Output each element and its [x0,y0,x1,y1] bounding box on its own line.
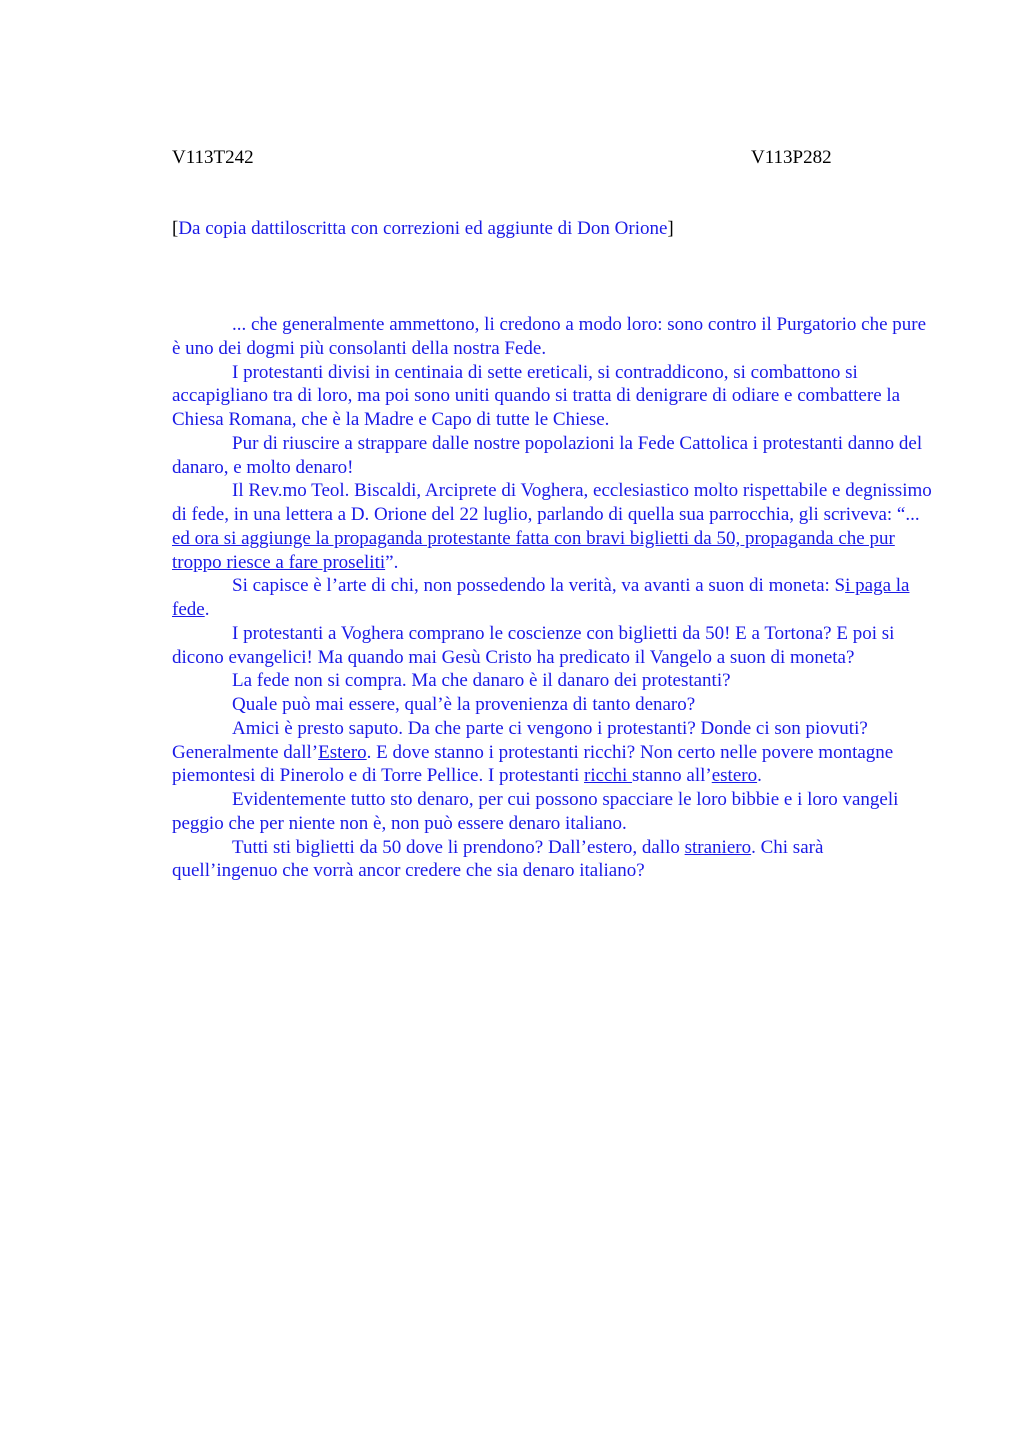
source-note [172,217,674,241]
paragraph-8: Quale può mai essere, qual’è la provenienza di tanto denaro? [232,694,696,715]
paragraph-9-text-c: . E dove stanno i protestanti ricchi? Non certo nelle povere montagne piemontesi di Pinerolo e di Torre Pellice. I protestanti [172,741,894,787]
paragraph-9-end: . [757,765,762,787]
paragraph-10: Evidentemente tutto sto denaro, per cui possono spacciare le loro bibbie e i loro vangeli peggio che per niente non è, non può essere denaro italiano. [172,789,899,834]
source-note-close-bracket: ] [667,218,674,239]
paragraph-11 [172,836,932,884]
paragraph-3: Pur di riuscire a strappare dalle nostre popolazioni la Fede Cattolica i protestanti danno del danaro, e molto denaro! [172,432,923,478]
underlined-quote: ed ora si aggiunge la propaganda protestante fatta con bravi biglietti da 50, propaganda che pur troppo riesce a fare proseliti [172,527,895,573]
paragraph-1: ... che generalmente ammettono, li credono a modo loro: sono contro il Purgatorio che pure è uno dei dogmi più consolanti della nostra Fede. [172,314,927,359]
document-body [172,313,932,883]
paragraph-9-text-e: stanno all’ [632,765,712,787]
document-code-left: V113T242 [172,147,254,168]
underlined-word-estero-capital: Estero [318,741,367,763]
paragraph-7: La fede non si compra. Ma che danaro è il danaro dei protestanti? [232,670,731,692]
paragraph-5-text: Si capisce è l’arte di chi, non possedendo la verità, va avanti a suon di moneta: S [232,575,846,597]
paragraph-4 [172,479,932,574]
paragraph-9-text-a: Amici è presto saputo. Da che parte ci vengono i protestanti? Donde ci son piovuti? Generalmente dall’ [172,717,868,763]
paragraph-5-end: . [204,599,210,620]
underlined-word-estero: estero [711,765,758,787]
paragraph-9 [172,717,932,788]
paragraph-11-end: . Chi sarà quell’ingenuo che vorrà ancor credere che sia denaro italiano? [172,836,824,882]
underlined-word-straniero: straniero [684,836,752,858]
paragraph-4-end: ”. [385,551,399,573]
paragraph-4-text: Il Rev.mo Teol. Biscaldi, Arciprete di Voghera, ecclesiastico molto rispettabile e degnissimo di fede, in una lettera a D. Orione del 22 luglio, parlando di quella sua parrocchia, gli scriveva: “... [172,480,932,525]
paragraph-6: I protestanti a Voghera comprano le coscienze con biglietti da 50! E a Tortona? E poi si dicono evangelici! Ma quando mai Gesù Cristo ha predicato il Vangelo a suon di moneta? [172,622,895,668]
source-note-text: Da copia dattiloscritta con correzioni ed aggiunte di Don Orione [178,218,668,239]
paragraph-2: I protestanti divisi in centinaia di sette ereticali, si contraddicono, si combattono si accapigliano tra di loro, ma poi sono uniti quando si tratta di denigrare di odiare e combattere la Chiesa Romana, che è la Madre e Capo di tutte le Chiese. [172,361,901,430]
underlined-phrase: i paga la fede [172,575,910,620]
source-note-open-bracket: [ [172,218,179,239]
document-code-right: V113P282 [751,147,832,168]
paragraph-5 [172,574,932,622]
paragraph-11-text: Tutti sti biglietti da 50 dove li prendono? Dall’estero, dallo [232,836,685,858]
underlined-word-ricchi: ricchi [584,765,633,787]
